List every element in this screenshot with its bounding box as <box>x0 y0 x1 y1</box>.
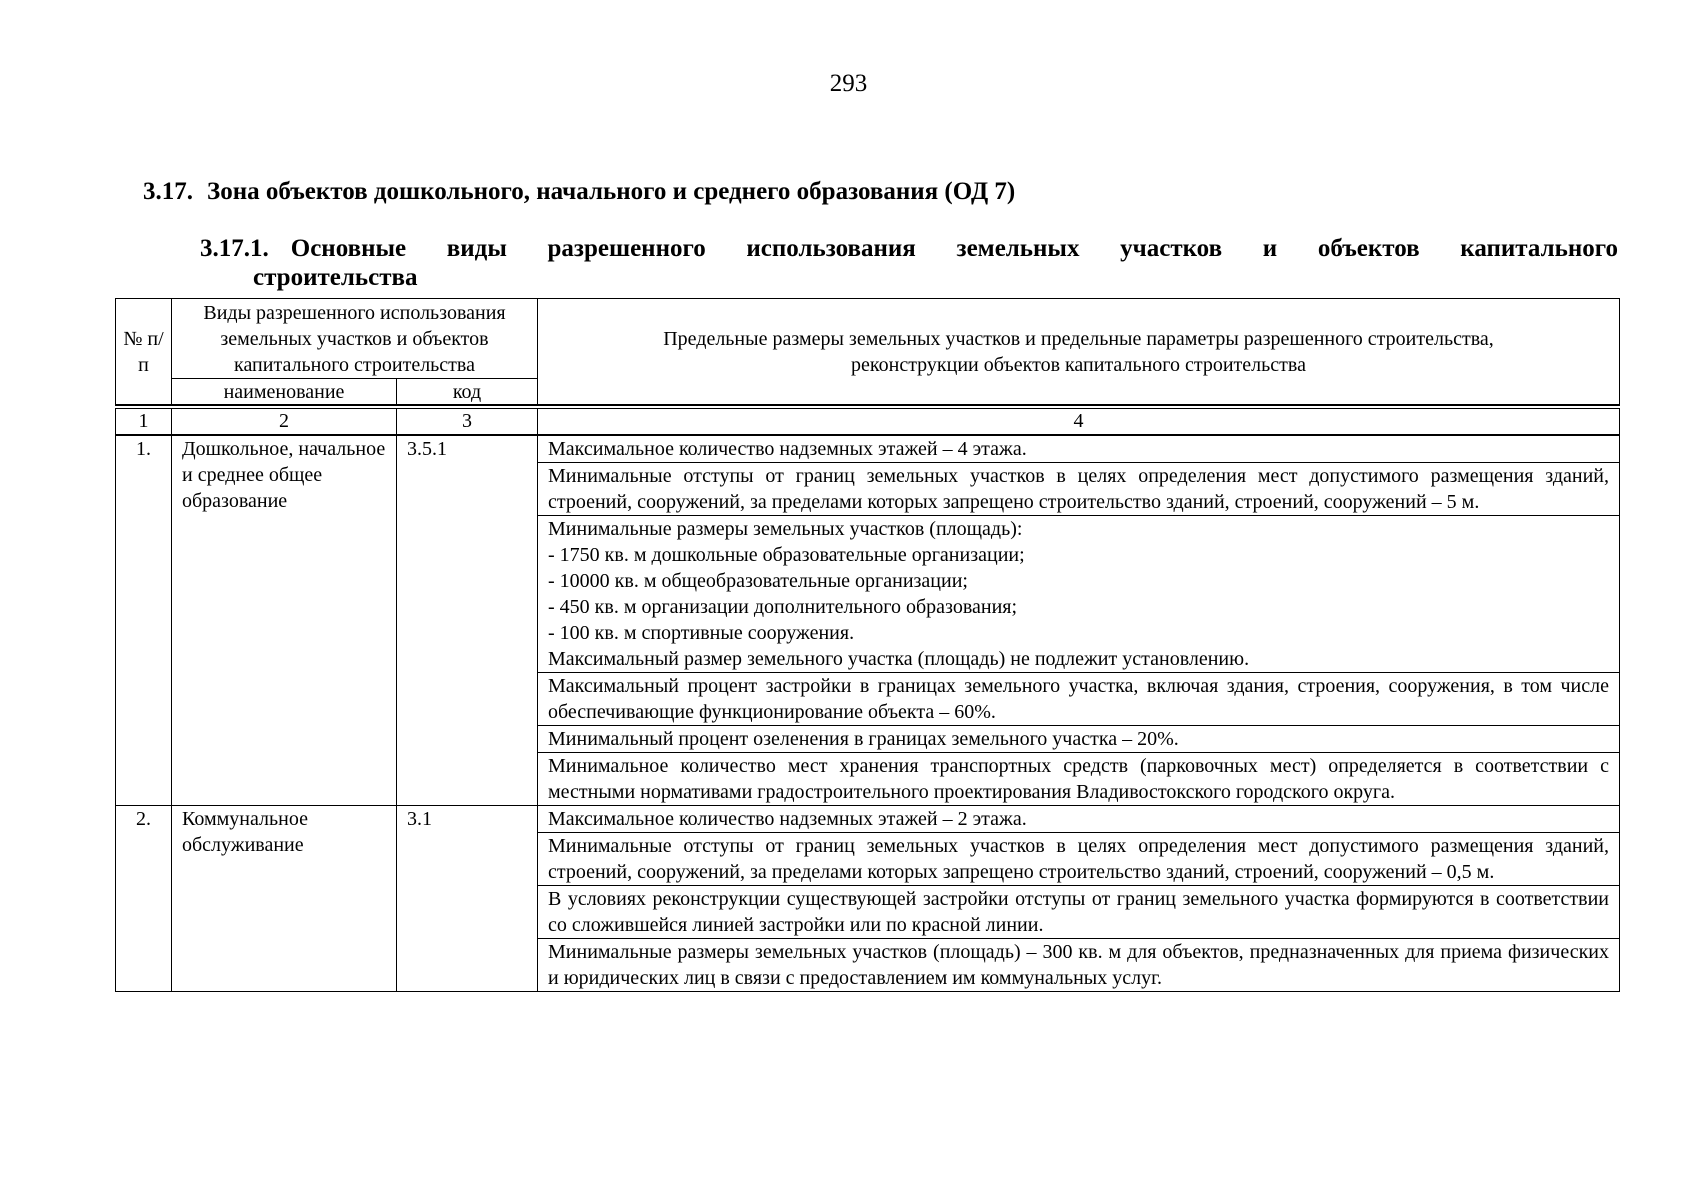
parameter-text: Максимальное количество надземных этажей – 4 этажа. <box>548 438 1027 460</box>
parameter-cell <box>538 726 1620 753</box>
parameter-text: - 10000 кв. м общеобразовательные организации; <box>548 570 968 592</box>
parameter-text: Минимальное количество мест хранения транспортных средств (парковочных мест) определяется в соответствии с местными нормативами градостроительного проектирования Владивостокского городского округа. <box>548 755 1609 803</box>
header-col-types: Виды разрешенного использования земельных участков и объектов капитального строительства <box>172 299 538 379</box>
use-type-name: Дошкольное, начальное и среднее общее образование <box>172 435 397 806</box>
column-numbers-row <box>116 407 1620 435</box>
row-number: 1. <box>116 435 172 806</box>
parameter-text: - 100 кв. м спортивные сооружения. <box>548 622 855 644</box>
section-title <box>143 178 1015 206</box>
parameter-cell <box>538 806 1620 833</box>
parameter-text: Максимальное количество надземных этажей – 2 этажа. <box>548 808 1027 830</box>
table-row <box>116 806 1620 833</box>
table-body <box>115 405 1620 992</box>
header-col-name: наименование <box>172 379 397 405</box>
parameter-cell <box>538 939 1620 992</box>
parameter-text: - 450 кв. м организации дополнительного образования; <box>548 596 1018 618</box>
column-number: 4 <box>538 407 1620 435</box>
row-number: 2. <box>116 806 172 992</box>
header-col-params: Предельные размеры земельных участков и предельные параметры разрешенного строительства, реконструкции объектов капитального строительства <box>538 299 1620 405</box>
subsection-title-text: Основные виды разрешенного использования земельных участков и объектов капитального <box>290 235 1618 262</box>
parameter-cell <box>538 833 1620 886</box>
parameter-text: Минимальные отступы от границ земельных участков в целях определения мест допустимого размещения зданий, строений, сооружений, за пределами которых запрещено строительство зданий, строений, сооружений – 5 м. <box>548 465 1609 513</box>
parameter-cell <box>538 753 1620 806</box>
parameter-text: Максимальный размер земельного участка (площадь) не подлежит установлению. <box>548 648 1250 670</box>
parameter-cell <box>538 435 1620 463</box>
subsection-title-line2: строительства <box>253 264 418 291</box>
parameter-text: Минимальные размеры земельных участков (площадь) – 300 кв. м для объектов, предназначенных для приема физических и юридических лиц в связи с предоставлением им коммунальных услуг. <box>548 941 1609 989</box>
table-header <box>115 298 1620 405</box>
column-number: 2 <box>172 407 397 435</box>
parameter-text: Минимальные отступы от границ земельных участков в целях определения мест допустимого размещения зданий, строений, сооружений, за пределами которых запрещено строительство зданий, строений, сооружений – 0,5 м. <box>548 835 1609 883</box>
column-number: 3 <box>397 407 538 435</box>
subsection-title <box>200 234 1618 291</box>
section-number: 3.17. <box>143 178 193 205</box>
use-type-name: Коммунальное обслуживание <box>172 806 397 992</box>
parameter-cell <box>538 516 1620 673</box>
parameter-cell <box>538 673 1620 726</box>
subsection-title-line1 <box>200 234 1618 263</box>
parameter-cell <box>538 886 1620 939</box>
parameter-text: - 1750 кв. м дошкольные образовательные организации; <box>548 544 1025 566</box>
parameter-cell <box>538 463 1620 516</box>
header-col-num: № п/п <box>116 299 172 405</box>
subsection-number: 3.17.1. <box>200 235 269 262</box>
table-row <box>116 435 1620 463</box>
parameter-text: Максимальный процент застройки в границах земельного участка, включая здания, строения, сооружения, в том числе обеспечивающие функционирование объекта – 60%. <box>548 675 1609 723</box>
use-type-code: 3.1 <box>397 806 538 992</box>
parameter-text: Минимальный процент озеленения в границах земельного участка – 20%. <box>548 728 1179 750</box>
header-col-code: код <box>397 379 538 405</box>
column-number: 1 <box>116 407 172 435</box>
parameter-text: В условиях реконструкции существующей застройки отступы от границ земельного участка формируются в соответствии со сложившейся линией застройки или по красной линии. <box>548 888 1609 936</box>
parameter-text: Минимальные размеры земельных участков (площадь): <box>548 518 1023 540</box>
page-number: 293 <box>829 70 868 97</box>
section-title-text: Зона объектов дошкольного, начального и среднего образования (ОД 7) <box>207 178 1016 205</box>
use-type-code: 3.5.1 <box>397 435 538 806</box>
